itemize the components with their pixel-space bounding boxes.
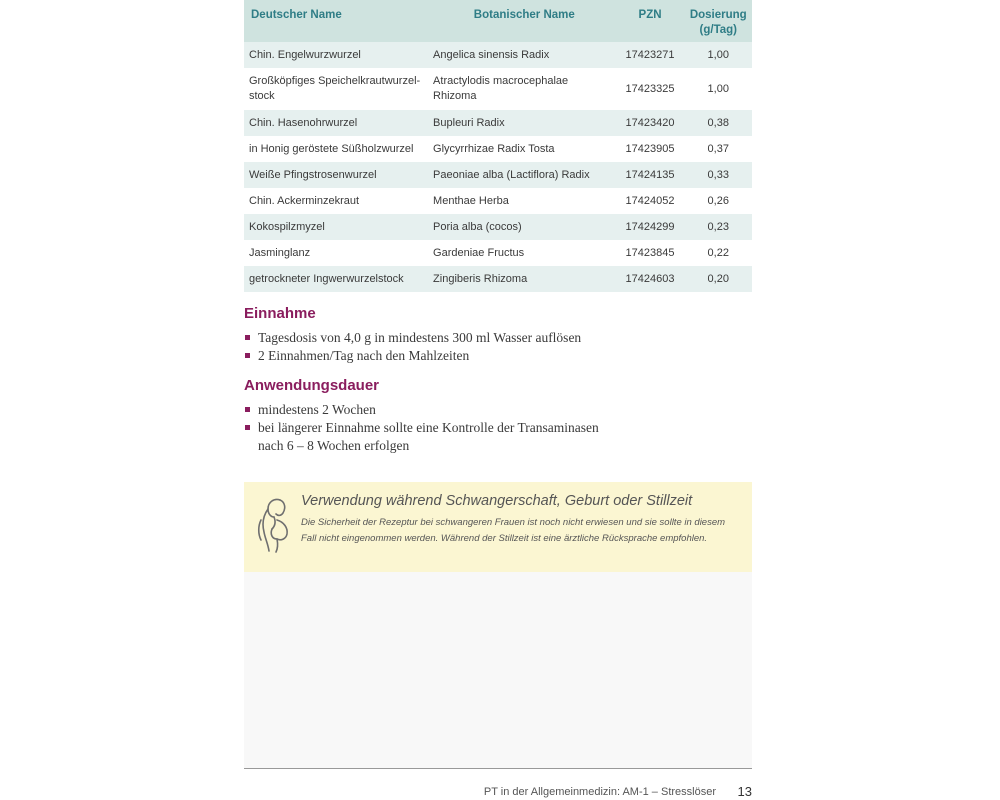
cell-pzn: 17423905	[616, 136, 685, 162]
cell-pzn: 17423271	[616, 42, 685, 68]
bullet-square-icon	[245, 353, 250, 358]
einnahme-heading: Einnahme	[244, 305, 316, 322]
list-item: bei längerer Einnahme sollte eine Kontrolle der Transaminasen nach 6 – 8 Wochen erfolgen	[244, 419, 599, 455]
cell-dose: 0,33	[685, 162, 752, 188]
cell-pzn: 17423325	[616, 68, 685, 110]
cell-german: Kokospilzmyzel	[244, 214, 428, 240]
cell-botanical: Angelica sinensis Radix	[428, 42, 616, 68]
header-botanical-name: Botanischer Name	[428, 0, 616, 42]
cell-german: Großköpfiges Speichelkrautwurzel- stock	[244, 68, 428, 110]
anwendungsdauer-list	[244, 401, 599, 455]
table-row	[244, 68, 752, 110]
table-row	[244, 136, 752, 162]
cell-dose: 0,38	[685, 110, 752, 136]
pregnancy-notice-box	[244, 482, 752, 572]
cell-dose: 1,00	[685, 42, 752, 68]
page	[244, 0, 752, 800]
cell-pzn: 17424052	[616, 188, 685, 214]
table-row	[244, 188, 752, 214]
header-pzn: PZN	[616, 0, 685, 42]
cell-german: in Honig geröstete Süßholzwurzel	[244, 136, 428, 162]
cell-botanical: Gardeniae Fructus	[428, 240, 616, 266]
cell-german: Chin. Engelwurzwurzel	[244, 42, 428, 68]
pregnant-woman-icon	[254, 494, 296, 554]
cell-botanical: Poria alba (cocos)	[428, 214, 616, 240]
table-header-row	[244, 0, 752, 42]
cell-dose: 1,00	[685, 68, 752, 110]
cell-botanical: Glycyrrhizae Radix Tosta	[428, 136, 616, 162]
bullet-square-icon	[245, 335, 250, 340]
cell-german: Jasminglanz	[244, 240, 428, 266]
anwendungsdauer-heading: Anwendungsdauer	[244, 377, 380, 394]
cell-dose: 0,37	[685, 136, 752, 162]
cell-botanical: Bupleuri Radix	[428, 110, 616, 136]
table-row	[244, 162, 752, 188]
list-item: 2 Einnahmen/Tag nach den Mahlzeiten	[244, 347, 581, 365]
cell-dose: 0,23	[685, 214, 752, 240]
cell-german: Weiße Pfingstrosenwurzel	[244, 162, 428, 188]
footer-divider	[244, 768, 752, 769]
cell-german: Chin. Ackerminzekraut	[244, 188, 428, 214]
cell-pzn: 17424135	[616, 162, 685, 188]
header-dosage: Dosierung (g/Tag)	[685, 0, 752, 42]
notice-title: Verwendung während Schwangerschaft, Geburt oder Stillzeit	[301, 493, 693, 509]
cell-pzn: 17424603	[616, 266, 685, 292]
cell-dose: 0,20	[685, 266, 752, 292]
bullet-square-icon	[245, 407, 250, 412]
cell-dose: 0,22	[685, 240, 752, 266]
table-row	[244, 110, 752, 136]
page-lower-background	[244, 572, 752, 768]
cell-german: getrockneter Ingwerwurzelstock	[244, 266, 428, 292]
cell-botanical: Zingiberis Rhizoma	[428, 266, 616, 292]
table-row	[244, 214, 752, 240]
table-row	[244, 266, 752, 292]
bullet-square-icon	[245, 425, 250, 430]
einnahme-list	[244, 329, 581, 365]
table-row	[244, 42, 752, 68]
page-number: 13	[737, 784, 752, 799]
table-row	[244, 240, 752, 266]
cell-german: Chin. Hasenohrwurzel	[244, 110, 428, 136]
footer-title: PT in der Allgemeinmedizin: AM-1 – Stresslöser	[483, 786, 716, 798]
cell-botanical: Menthae Herba	[428, 188, 616, 214]
notice-text: Die Sicherheit der Rezeptur bei schwangeren Frauen ist noch nicht erwiesen und sie sollte in diesem Fall nicht eingenommen werden. Während der Stillzeit ist eine ärztliche Rücksprache empfohlen.	[301, 517, 726, 544]
cell-pzn: 17424299	[616, 214, 685, 240]
list-item: Tagesdosis von 4,0 g in mindestens 300 ml Wasser auflösen	[244, 329, 581, 347]
cell-pzn: 17423845	[616, 240, 685, 266]
cell-pzn: 17423420	[616, 110, 685, 136]
cell-botanical: Atractylodis macrocephalae Rhizoma	[428, 68, 616, 110]
cell-botanical: Paeoniae alba (Lactiflora) Radix	[428, 162, 616, 188]
herb-table	[244, 0, 752, 292]
header-german-name: Deutscher Name	[244, 0, 428, 42]
cell-dose: 0,26	[685, 188, 752, 214]
list-item: mindestens 2 Wochen	[244, 401, 599, 419]
